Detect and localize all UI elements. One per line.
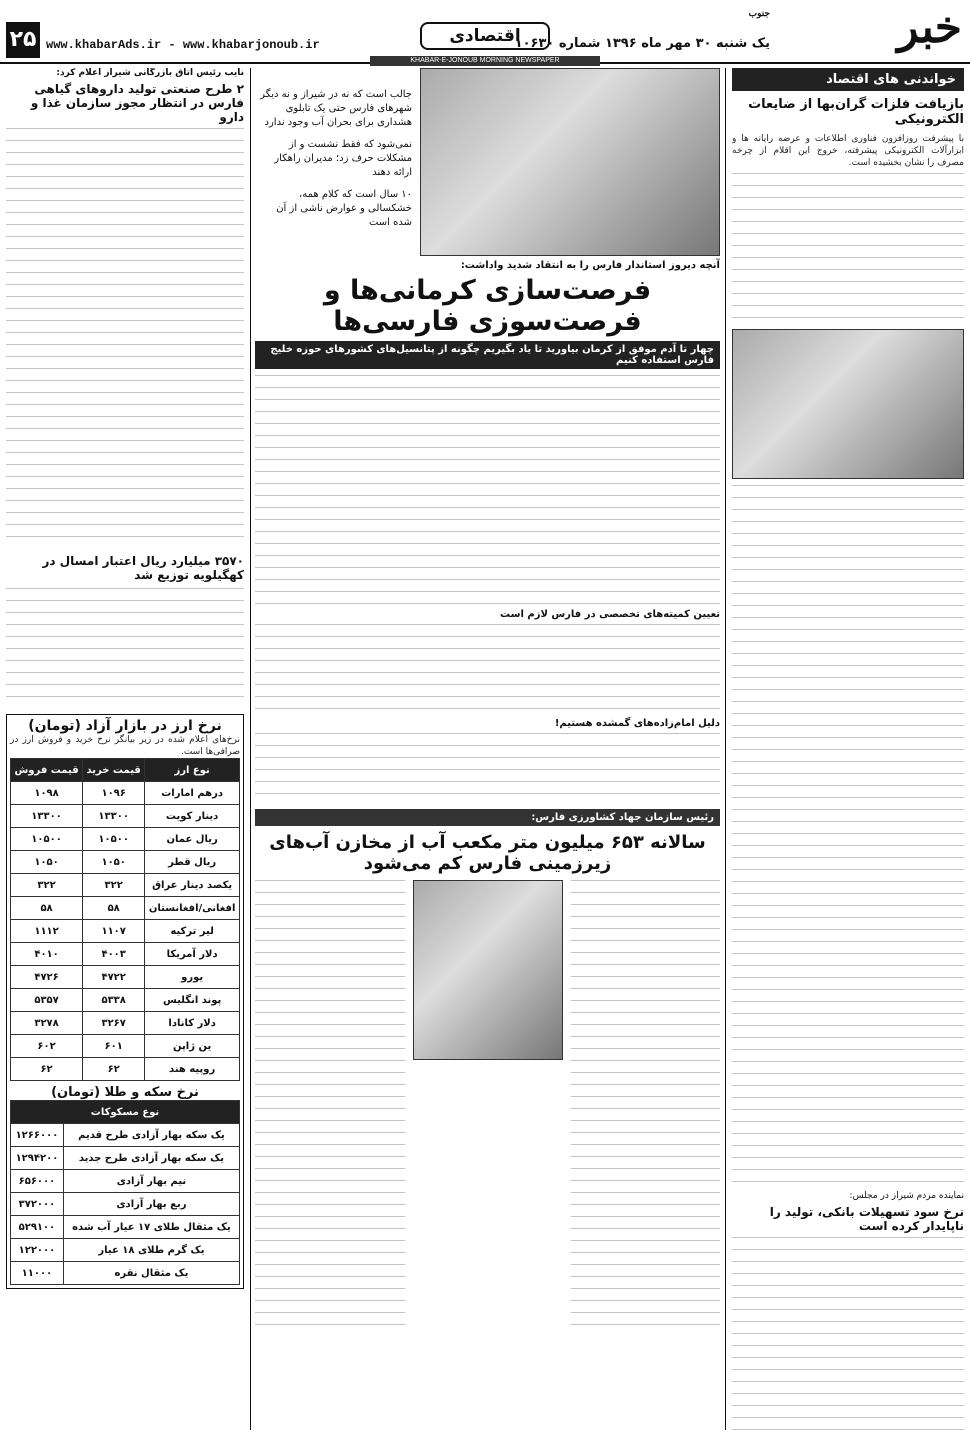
table-row [11, 782, 240, 805]
circuit-photo [732, 329, 964, 479]
cell-name: لیر ترکیه [145, 920, 240, 943]
currency-table [10, 758, 240, 1081]
cell-price: ۶۵۶۰۰۰ [11, 1170, 64, 1193]
table-row [11, 1193, 240, 1216]
table-row [11, 1035, 240, 1058]
cell-buy: ۱۳۳۰۰ [83, 805, 145, 828]
headline-2: سالانه ۶۵۳ میلیون متر مکعب آب از مخازن آب‌های زیرزمینی فارس کم می‌شود [269, 832, 706, 874]
cell-sell: ۱۱۱۲ [11, 920, 83, 943]
article-body-3 [255, 624, 720, 714]
bullet-item: نمی‌شود که فقط نشست و از مشکلات حرف زد؛ مدیران راهکار ارائه دهند [274, 139, 412, 178]
article-body-2 [732, 1237, 964, 1430]
cell-sell: ۵۳۵۷ [11, 989, 83, 1012]
col-header: قیمت خرید [83, 759, 145, 782]
kicker: آنچه دیروز استاندار فارس را به انتقاد شدید واداشت: [460, 260, 720, 271]
cell-sell: ۱۰۵۰ [11, 851, 83, 874]
cell-name: ربع بهار آزادی [63, 1193, 239, 1216]
logo: خبر [897, 2, 962, 53]
article-headline-2: ۳۵۷۰ میلیارد ریال اعتبار امسال در کهگیلویه توزیع شد [42, 554, 244, 582]
cell-sell: ۳۲۲ [11, 874, 83, 897]
bullets [255, 68, 412, 256]
table-unit: (تومان) [28, 718, 81, 734]
cell-name: یک مثقال نقره [63, 1262, 239, 1285]
article-body-5 [571, 880, 721, 1330]
table-row [11, 920, 240, 943]
bullet-item: جالب است که نه در شیراز و نه دیگر شهرهای فارس حتی یک تابلوی هشداری برای بحران آب وجود ندارد [260, 89, 412, 128]
cell-name: یک سکه بهار آزادی طرح جدید [63, 1147, 239, 1170]
table-row [11, 989, 240, 1012]
date-line: یک شنبه ۳۰ مهر ماه ۱۳۹۶ شماره ۱۰۶۳۰ [514, 36, 770, 51]
table-intro: نرخ‌های اعلام شده در زیر بیانگر نرخ خرید و فروش ارز در صرافی‌ها است. [10, 735, 240, 757]
logo-sub: جنوب [748, 8, 770, 18]
cell-buy: ۱۰۹۶ [83, 782, 145, 805]
coin-unit: (تومان) [51, 1085, 101, 1100]
meeting-photo [420, 68, 720, 256]
bullet-item: ۱۰ سال است که کلام همه، خشکسالی و عوارض ناشی از آن شده است [276, 189, 412, 228]
table-row [11, 943, 240, 966]
table-row [11, 1147, 240, 1170]
table-row [11, 1170, 240, 1193]
cell-buy: ۵۳۳۸ [83, 989, 145, 1012]
cell-name: درهم امارات [145, 782, 240, 805]
page-number: ۲۵ [6, 22, 40, 58]
cell-name: دینار کویت [145, 805, 240, 828]
cell-buy: ۶۲ [83, 1058, 145, 1081]
col-header: نوع ارز [145, 759, 240, 782]
cell-buy: ۶۰۱ [83, 1035, 145, 1058]
table-row [11, 1262, 240, 1285]
cell-sell: ۱۰۵۰۰ [11, 828, 83, 851]
masthead [0, 0, 970, 64]
cell-buy: ۳۲۲ [83, 874, 145, 897]
cell-name: روپیه هند [145, 1058, 240, 1081]
cell-sell: ۳۲۷۸ [11, 1012, 83, 1035]
article-body-6 [255, 880, 405, 1330]
article-body [255, 375, 720, 605]
table-row [11, 897, 240, 920]
article-body [6, 128, 244, 548]
article-headline: بازیافت فلزات گران‌بها از ضایعات الکترونیکی [748, 97, 964, 127]
table-row [11, 828, 240, 851]
currency-box [6, 714, 244, 1289]
article-body-2 [6, 588, 244, 708]
cell-name: ریال عمان [145, 828, 240, 851]
article-text [732, 173, 964, 323]
cell-name: دلار کانادا [145, 1012, 240, 1035]
cell-price: ۱۲۹۴۲۰۰ [11, 1147, 64, 1170]
cell-buy: ۴۷۲۲ [83, 966, 145, 989]
cell-buy: ۵۸ [83, 897, 145, 920]
cell-sell: ۴۰۱۰ [11, 943, 83, 966]
article-body [732, 485, 964, 1185]
cell-sell: ۵۸ [11, 897, 83, 920]
site-url[interactable]: www.khabarAds.ir - www.khabarjonoub.ir [46, 38, 320, 52]
main-headline: فرصت‌سازی کرمانی‌ها و فرصت‌سوزی فارسی‌ها [323, 275, 652, 337]
lead-block [255, 68, 720, 256]
cell-price: ۱۲۶۶۰۰۰ [11, 1124, 64, 1147]
table-row [11, 1124, 240, 1147]
cell-buy: ۱۱۰۷ [83, 920, 145, 943]
table-row [11, 851, 240, 874]
table-row [11, 874, 240, 897]
table-row [11, 1012, 240, 1035]
table-row [11, 805, 240, 828]
center-column [255, 68, 720, 1430]
kicker: نایب رئیس اتاق بازرگانی شیراز اعلام کرد: [56, 68, 244, 78]
cell-price: ۱۱۰۰۰ [11, 1262, 64, 1285]
subhead: چهار تا آدم موفق از کرمان بیاورید تا یاد بگیریم چگونه از پتانسیل‌های کشورهای حوزه خلیج فارس استفاده کنیم [255, 341, 720, 369]
column-rule [725, 68, 726, 1430]
kicker-2: رئیس سازمان جهاد کشاورزی فارس: [255, 809, 720, 826]
table-row [11, 1216, 240, 1239]
cell-name: دلار آمریکا [145, 943, 240, 966]
cell-name: یک سکه بهار آزادی طرح قدیم [63, 1124, 239, 1147]
water-photo [413, 880, 563, 1060]
box-title: خواندنی های اقتصاد [732, 68, 964, 91]
coin-title: نرخ سکه و طلا [104, 1085, 199, 1100]
cell-name: یورو [145, 966, 240, 989]
article-excerpt: با پیشرفت روزافزون فناوری اطلاعات و عرضه رایانه ها و ابزارآلات الکترونیکی پیشرفته، خروج این اقلام از چرخه مصرف را نشان بخشیده است. [732, 134, 964, 168]
cell-sell: ۱۰۹۸ [11, 782, 83, 805]
table-row [11, 1239, 240, 1262]
cell-buy: ۳۲۶۷ [83, 1012, 145, 1035]
cell-name: ریال قطر [145, 851, 240, 874]
cell-name: پوند انگلیس [145, 989, 240, 1012]
cell-price: ۳۷۲۰۰۰ [11, 1193, 64, 1216]
cell-name: یکصد دینار عراق [145, 874, 240, 897]
cell-buy: ۱۰۵۰ [83, 851, 145, 874]
column-rule [250, 68, 251, 1430]
col-header: قیمت فروش [11, 759, 83, 782]
right-column [732, 68, 964, 1430]
table-row [11, 966, 240, 989]
article-body-4 [255, 733, 720, 803]
section-title: اقتصادی [420, 22, 550, 50]
table-title: نرخ ارز در بازار آزاد [85, 718, 222, 734]
caption: نماینده مردم شیراز در مجلس: [849, 1191, 964, 1201]
cell-sell: ۶۲ [11, 1058, 83, 1081]
cell-name: ین ژاپن [145, 1035, 240, 1058]
subhead-b: دلیل امام‌زاده‌های گمشده هستیم! [554, 718, 720, 729]
cell-buy: ۴۰۰۳ [83, 943, 145, 966]
cell-name: یک گرم طلای ۱۸ عیار [63, 1239, 239, 1262]
lower-block [255, 880, 720, 1330]
article-headline-2: نرخ سود تسهیلات بانکی، تولید را ناپایدار کرده است [769, 1205, 964, 1233]
cell-sell: ۶۰۲ [11, 1035, 83, 1058]
cell-name: یک مثقال طلای ۱۷ عیار آب شده [63, 1216, 239, 1239]
cell-price: ۵۲۹۱۰۰ [11, 1216, 64, 1239]
cell-price: ۱۲۲۰۰۰ [11, 1239, 64, 1262]
cell-sell: ۴۷۲۶ [11, 966, 83, 989]
cell-name: نیم بهار آزادی [63, 1170, 239, 1193]
cell-name: افغانی/افغانستان [145, 897, 240, 920]
cell-buy: ۱۰۵۰۰ [83, 828, 145, 851]
article-headline: ۲ طرح صنعتی تولید داروهای گیاهی فارس در انتظار مجوز سازمان غذا و دارو [30, 82, 244, 124]
masthead-en: KHABAR-E-JONOUB MORNING NEWSPAPER [370, 56, 600, 66]
subhead-a: تعیین کمیته‌های تخصصی در فارس لازم است [500, 609, 720, 620]
col-header: نوع مسکوکات [11, 1101, 240, 1124]
cell-sell: ۱۳۳۰۰ [11, 805, 83, 828]
coin-table [10, 1100, 240, 1285]
table-row [11, 1058, 240, 1081]
left-column [6, 68, 244, 1430]
